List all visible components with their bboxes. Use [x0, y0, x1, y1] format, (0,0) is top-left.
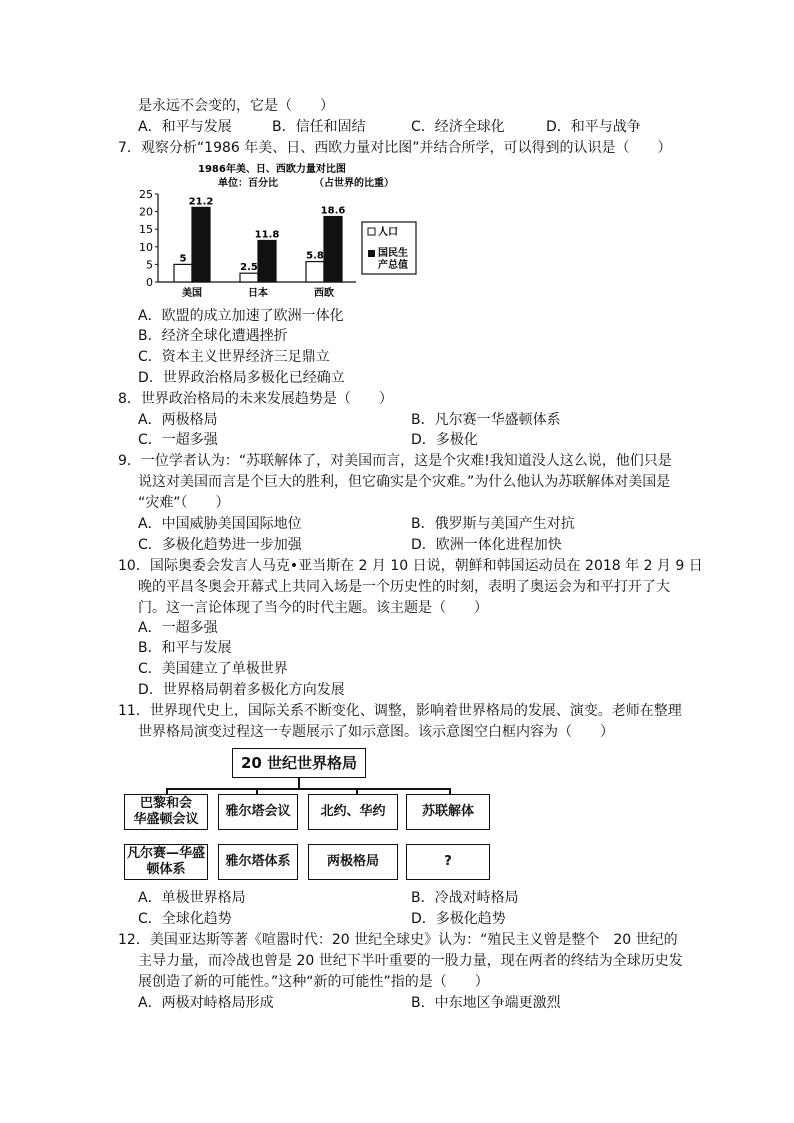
- q7-stem: 7．观察分析“1986 年美、日、西欧力量对比图”并结合所学，可以得到的认识是（ ）: [118, 140, 672, 156]
- y-tick-label: 25: [139, 188, 153, 201]
- q8-option-c[interactable]: C．一超多强: [138, 432, 218, 448]
- bar-population: [174, 264, 192, 282]
- q9-stem-line-3: “灾难”（ ）: [138, 495, 230, 511]
- q10-option-d[interactable]: D．世界格局朝着多极化方向发展: [138, 682, 345, 698]
- bar-population: [306, 262, 324, 282]
- bar-value-label: 5: [179, 253, 187, 265]
- bar-value-label: 2.5: [240, 262, 258, 274]
- q8-stem: 8．世界政治格局的未来发展趋势是（ ）: [118, 391, 393, 407]
- bar-value-label: 18.6: [320, 205, 346, 217]
- q10-stem-line-2: 晚的平昌冬奥会开幕式上共同入场是一个历史性的时刻，表明了奥运会为和平打开了大: [138, 579, 670, 595]
- q8-option-b[interactable]: B．凡尔赛一华盛顿体系: [411, 412, 561, 428]
- bar-value-label: 5.8: [306, 250, 324, 262]
- q9-stem-line-2: 说这对美国而言是个巨大的胜利，但它确实是个灾难。”为什么他认为苏联解体对美国是: [138, 474, 671, 490]
- x-category-label: 日本: [248, 288, 268, 299]
- legend-swatch-population: [368, 228, 375, 235]
- bar-value-label: 21.2: [188, 196, 214, 208]
- q9-option-d[interactable]: D．欧洲一体化进程加快: [411, 537, 562, 553]
- q7-option-a[interactable]: A．欧盟的成立加速了欧洲一体化: [138, 308, 344, 324]
- legend-label-gnp-2: 产总值: [378, 260, 408, 271]
- x-category-label: 西欧: [314, 288, 334, 299]
- chart-note: （占世界的比重）: [314, 178, 394, 189]
- q12-option-a[interactable]: A．两极对峙格局形成: [138, 995, 274, 1011]
- q8-option-a[interactable]: A．两极格局: [138, 412, 218, 428]
- diagram-connector-horizontal: [166, 788, 450, 790]
- q11-option-b[interactable]: B．冷战对峙格局: [411, 890, 519, 906]
- legend-label-gnp-1: 国民生: [378, 248, 408, 259]
- q12-stem-line-3: 展创造了新的可能性。”这种“新的可能性”指的是（ ）: [138, 974, 489, 990]
- q9-option-a[interactable]: A．中国威胁美国国际地位: [138, 516, 302, 532]
- q11-stem-line-1: 11．世界现代史上，国际关系不断变化、调整，影响着世界格局的发展、演变。老师在整理: [118, 703, 682, 719]
- q11-option-a[interactable]: A．单极世界格局: [138, 890, 246, 906]
- bar-gnp: [258, 240, 276, 282]
- q11-diagram: [122, 748, 494, 884]
- q10-stem-line-1: 10．国际奥委会发言人马克•亚当斯在 2 月 10 日说，朝鲜和韩国运动员在 2018 年 2 月 9 日: [118, 558, 703, 574]
- q7-option-d[interactable]: D．世界政治格局多极化已经确立: [138, 370, 345, 386]
- diagram-bottom-box-2: 雅尔塔体系: [218, 844, 298, 880]
- bar-gnp: [192, 207, 210, 282]
- y-tick-label: 10: [139, 240, 153, 254]
- q8-option-d[interactable]: D．多极化: [411, 432, 478, 448]
- diagram-top-box-3: 北约、华约: [308, 794, 398, 830]
- diagram-connector-vertical: [298, 778, 300, 788]
- diagram-top-box-4: 苏联解体: [406, 794, 490, 830]
- legend-label-population: 人口: [378, 227, 398, 238]
- q7-bar-chart: [128, 158, 428, 304]
- q10-option-b[interactable]: B．和平与发展: [138, 640, 232, 656]
- diagram-bottom-box-4-blank: ?: [406, 844, 490, 880]
- q9-stem-line-1: 9．一位学者认为：“苏联解体了，对美国而言，这是个灾难!我知道没人这么说，他们只是: [118, 453, 672, 469]
- q9-option-b[interactable]: B．俄罗斯与美国产生对抗: [411, 516, 575, 532]
- q6-stem-end: 是永远不会变的，它是（ ）: [138, 98, 334, 114]
- q11-option-d[interactable]: D．多极化趋势: [411, 911, 506, 927]
- q12-option-b[interactable]: B．中东地区争端更激烈: [411, 995, 561, 1011]
- q6-option-a[interactable]: A．和平与发展: [138, 119, 232, 135]
- chart-category-labels: [182, 286, 335, 299]
- diagram-bottom-box-1: 凡尔赛—华盛 顿体系: [124, 844, 208, 880]
- chart-bars: [174, 196, 345, 282]
- q12-stem-line-1: 12．美国亚达斯等著《喧嚣时代：20 世纪全球史》认为：“殖民主义曾是整个 20 世纪的: [118, 932, 678, 948]
- chart-title: 1986年美、日、西欧力量对比图: [198, 164, 346, 175]
- y-tick-label: 5: [146, 258, 153, 272]
- bar-population: [240, 273, 258, 282]
- diagram-top-box-2: 雅尔塔会议: [218, 794, 298, 830]
- q9-option-c[interactable]: C．多极化趋势进一步加强: [138, 537, 302, 553]
- q11-option-c[interactable]: C．全球化趋势: [138, 911, 232, 927]
- y-tick-label: 20: [139, 205, 153, 219]
- q10-stem-line-3: 门。这一言论体现了当今的时代主题。该主题是（ ）: [138, 600, 488, 616]
- x-category-label: 美国: [182, 288, 202, 299]
- q6-option-d[interactable]: D．和平与战争: [546, 119, 641, 135]
- y-tick-label: 0: [146, 276, 153, 289]
- diagram-bottom-box-3: 两极格局: [308, 844, 398, 880]
- q7-option-c[interactable]: C．资本主义世界经济三足鼎立: [138, 349, 330, 365]
- q7-option-b[interactable]: B．经济全球化遭遇挫折: [138, 328, 288, 344]
- q10-option-a[interactable]: A．一超多强: [138, 620, 218, 636]
- diagram-title-box: 20 世纪世界格局: [232, 748, 366, 778]
- diagram-top-box-1: 巴黎和会 华盛顿会议: [124, 794, 208, 830]
- q6-option-c[interactable]: C．经济全球化: [411, 119, 505, 135]
- q11-stem-line-2: 世界格局演变过程这一专题展示了如示意图。该示意图空白框内容为（ ）: [138, 724, 614, 740]
- q6-option-b[interactable]: B．信任和固结: [272, 119, 366, 135]
- y-tick-label: 15: [139, 223, 153, 237]
- bar-gnp: [324, 217, 342, 282]
- q10-option-c[interactable]: C．美国建立了单极世界: [138, 661, 288, 677]
- legend-swatch-gnp: [368, 250, 375, 257]
- q12-stem-line-2: 主导力量，而冷战也曾是 20 世纪下半叶重要的一股力量，现在两者的终结为全球历史发: [138, 953, 683, 969]
- chart-legend: [362, 222, 416, 274]
- chart-subtitle: 单位：百分比: [218, 178, 278, 189]
- bar-value-label: 11.8: [254, 229, 280, 241]
